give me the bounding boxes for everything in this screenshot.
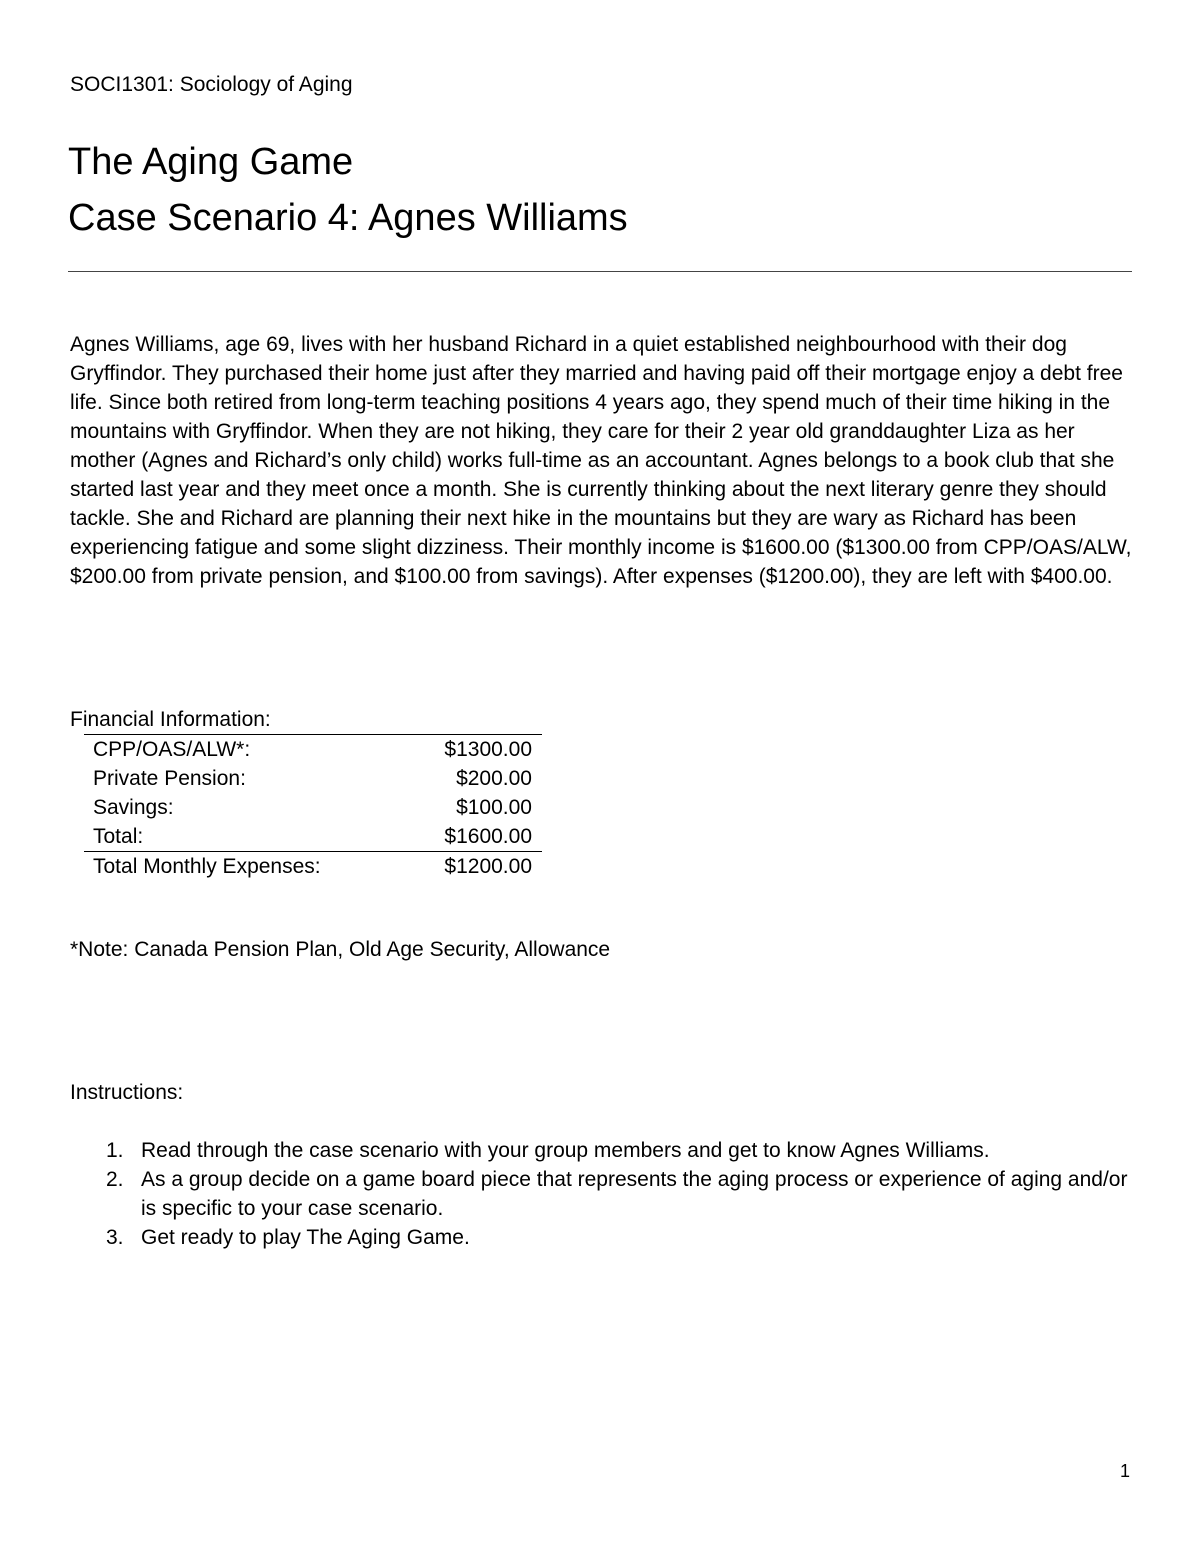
financial-note: *Note: Canada Pension Plan, Old Age Security, Allowance bbox=[70, 938, 611, 961]
financial-label: Total Monthly Expenses: bbox=[84, 852, 404, 882]
financial-amount: $200.00 bbox=[456, 766, 532, 790]
list-item bbox=[70, 1223, 1134, 1252]
table-row bbox=[84, 822, 542, 852]
financial-amount: $1600.00 bbox=[444, 824, 532, 848]
document-title bbox=[68, 134, 628, 246]
financial-label: Total: bbox=[93, 824, 144, 848]
table-row bbox=[84, 852, 542, 882]
list-item-text: Get ready to play The Aging Game. bbox=[141, 1226, 470, 1249]
list-item-text: As a group decide on a game board piece that represents the aging process or experience of aging and/or is specific to your case scenario. bbox=[141, 1168, 1128, 1220]
instructions-heading: Instructions: bbox=[70, 1081, 184, 1104]
table-row bbox=[84, 793, 542, 822]
list-item-number: 3. bbox=[106, 1226, 124, 1249]
list-item-number: 2. bbox=[106, 1168, 124, 1191]
financial-amount: $1300.00 bbox=[404, 735, 542, 765]
list-item bbox=[70, 1136, 1134, 1165]
list-item bbox=[70, 1165, 1134, 1223]
scenario-paragraph: Agnes Williams, age 69, lives with her husband Richard in a quiet established neighbourhood with their dog Gryffindor. They purchased their home just after they married and having paid off their mortgage enjoy a debt free life. Since both retired from long-term teaching positions 4 years ago, they spend much of their time hiking in the mountains with Gryffindor. When they are not hiking, they care for their 2 year old granddaughter Liza as her mother (Agnes and Richard’s only child) works full-time as an accountant. Agnes belongs to a book club that she started last year and they meet once a month. She is currently thinking about the next literary genre they should tackle. She and Richard are planning their next hike in the mountains but they are wary as Richard has been experiencing fatigue and some slight dizziness. Their monthly income is $1600.00 ($1300.00 from CPP/OAS/ALW, $200.00 from private pension, and $100.00 from savings). After expenses ($1200.00), they are left with $400.00. bbox=[70, 333, 1132, 588]
financial-amount: $100.00 bbox=[456, 795, 532, 819]
instructions-list bbox=[70, 1136, 1134, 1252]
financial-label: Savings: bbox=[93, 795, 174, 819]
financial-heading: Financial Information: bbox=[70, 708, 271, 731]
page-number: 1 bbox=[1119, 1461, 1130, 1481]
financial-label: CPP/OAS/ALW*: bbox=[84, 735, 404, 765]
table-row bbox=[84, 735, 542, 765]
title-line-1: The Aging Game bbox=[68, 141, 354, 183]
list-item-number: 1. bbox=[106, 1139, 124, 1162]
financial-label: Private Pension: bbox=[93, 766, 246, 790]
financial-table bbox=[84, 734, 542, 881]
table-row bbox=[84, 764, 542, 793]
financial-amount: $1200.00 bbox=[404, 852, 542, 882]
title-line-2: Case Scenario 4: Agnes Williams bbox=[68, 197, 628, 239]
list-item-text: Read through the case scenario with your group members and get to know Agnes Williams. bbox=[141, 1139, 990, 1162]
course-header: SOCI1301: Sociology of Aging bbox=[70, 73, 353, 96]
title-divider bbox=[68, 271, 1132, 272]
